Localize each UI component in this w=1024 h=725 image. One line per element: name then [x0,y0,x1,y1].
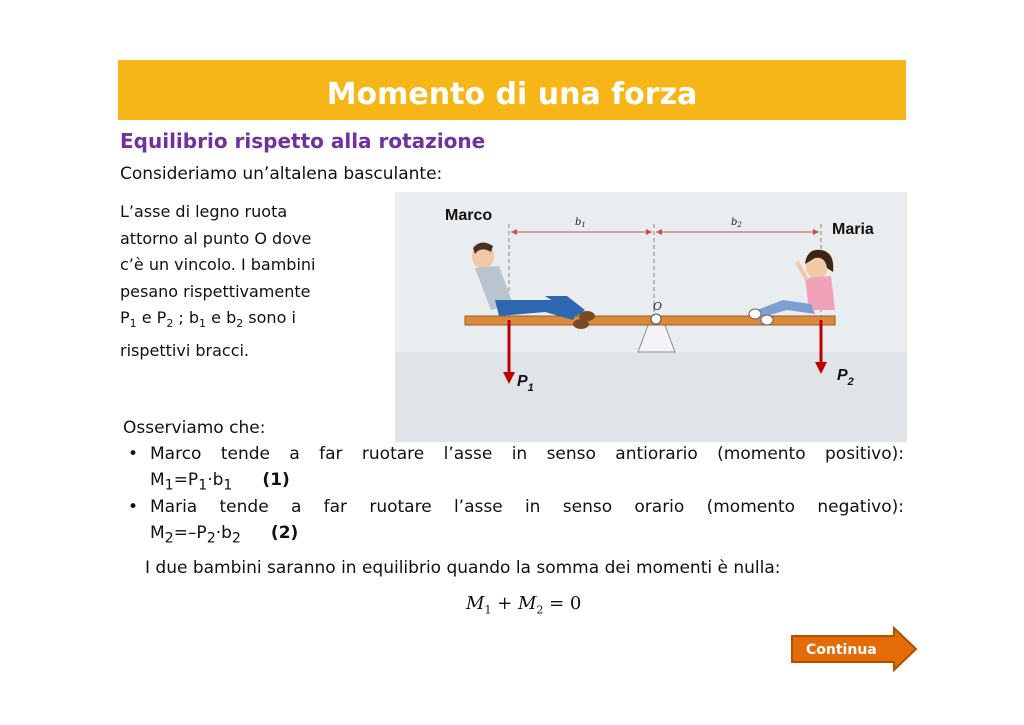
intro-text: Consideriamo un’altalena basculante: [120,164,443,184]
continue-button[interactable] [790,626,920,672]
para-line: L’asse di legno ruota [120,202,288,221]
label-marco: Marco [445,207,493,224]
figure-floor [395,352,907,442]
conclusion-text: I due bambini saranno in equilibrio quando la somma dei momenti è nulla: [145,558,781,578]
para-line: attorno al punto O dove [120,228,312,248]
para-line: $P_1$ e $P_2$ ; $b_1$ e $b_2$ sono i [120,308,296,331]
para-line: rispettivi bracci. [120,340,250,360]
seesaw-plank [465,316,835,325]
label-b2: $b_2$ [731,217,742,229]
seesaw-svg [395,192,907,442]
seesaw-illustration [395,192,907,442]
para-line: c’è un vincolo. I bambini [120,255,316,274]
page-title: Momento di una forza [326,76,698,112]
formula-m1: $M_1=P_1\cdot b_1$ (1) [150,470,290,494]
equilibrium-equation: $M_1 + M_2 = 0$ [466,593,582,617]
pivot-point [651,314,661,324]
bullet-text: Marco tende a far ruotare l’asse in senso antiorario (momento positivo): [150,444,904,464]
label-p1: $P_1$ [517,373,534,394]
formula-m2: $M_2=-P_2\cdot b_2$ (2) [150,523,299,547]
label-p2: $P_2$ [837,367,854,388]
bullet-text: Maria tende a far ruotare l’asse in senso orario (momento negativo): [150,497,904,517]
continue-label: Continua [806,642,877,658]
title-bar [118,60,906,120]
observations-heading: Osserviamo che: [123,418,266,438]
bullet-icon: • [128,444,139,464]
label-b1: $b_1$ [575,217,586,229]
section-subtitle: Equilibrio rispetto alla rotazione [120,129,486,153]
label-maria: Maria [832,221,874,238]
para-line: pesano rispettivamente [120,281,311,301]
description-paragraph [120,199,368,364]
label-o: O [653,300,663,313]
bullet-icon: • [128,497,139,517]
